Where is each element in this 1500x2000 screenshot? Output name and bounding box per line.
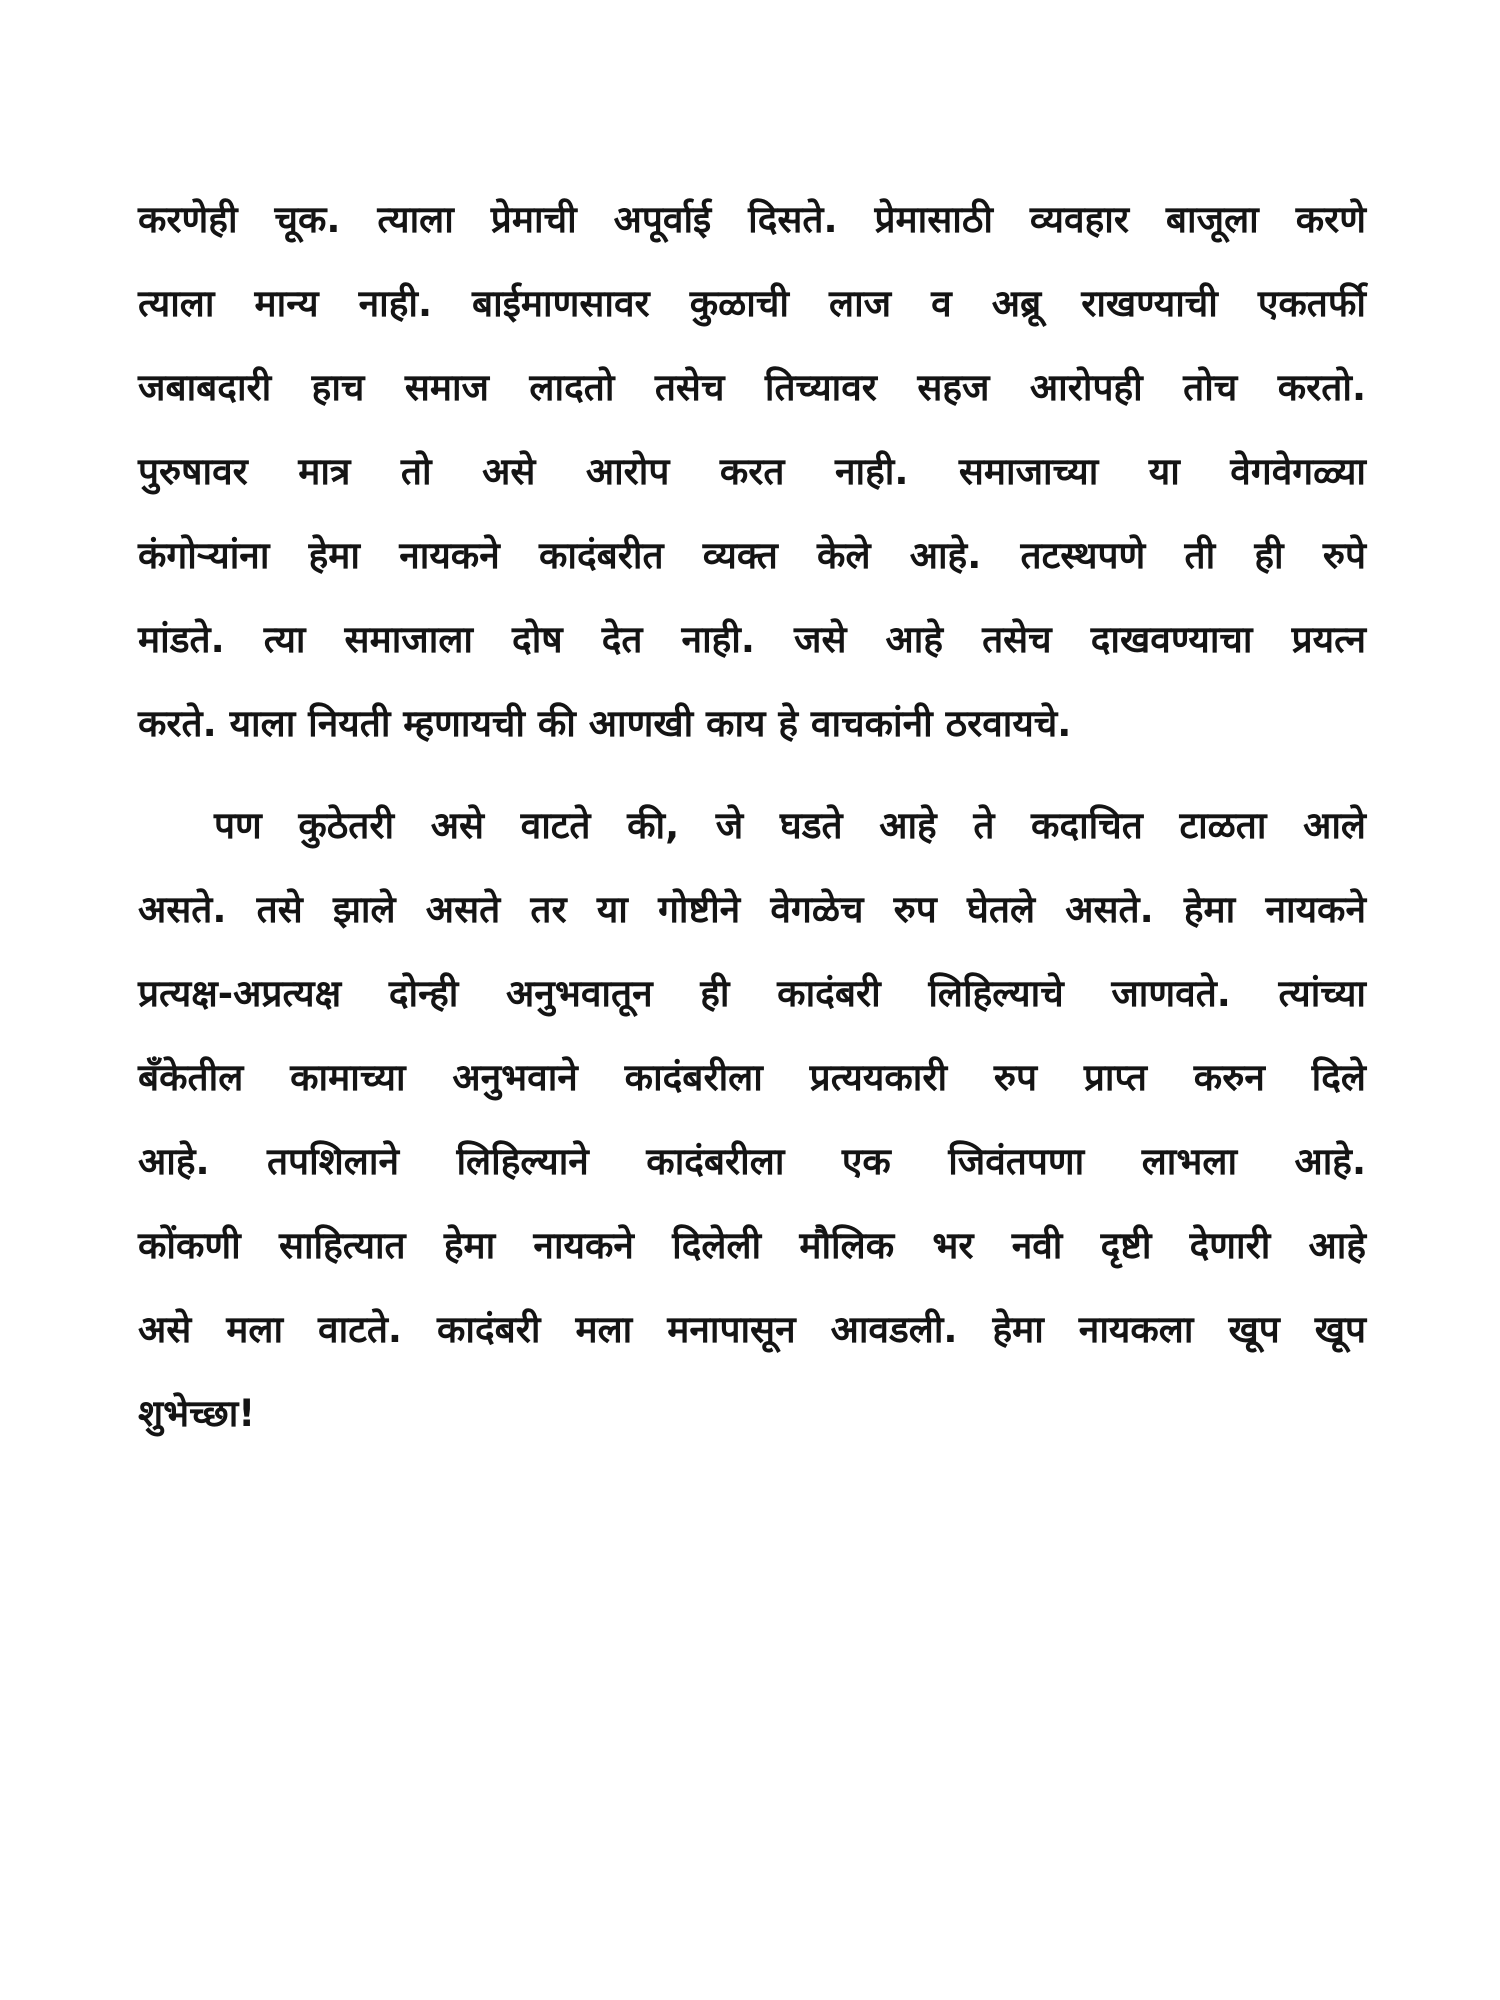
paragraph-line: प्रत्यक्ष-अप्रत्यक्ष दोन्ही अनुभवातून ही कादंबरी लिहिल्याचे जाणवते. त्यांच्या bbox=[138, 972, 1366, 1015]
paragraph-line: जबाबदारी हाच समाज लादतो तसेच तिच्यावर सहज आरोपही तोच करतो. bbox=[138, 366, 1366, 409]
paragraph-line: पण कुठेतरी असे वाटते की, जे घडते आहे ते कदाचित टाळता आले bbox=[214, 804, 1366, 847]
paragraph-line: पुरुषावर मात्र तो असे आरोप करत नाही. समाजाच्या या वेगवेगळ्या bbox=[138, 450, 1366, 493]
paragraph-line: बँकेतील कामाच्या अनुभवाने कादंबरीला प्रत्ययकारी रुप प्राप्त करुन दिले bbox=[138, 1056, 1366, 1099]
paragraph-line: कंगोऱ्यांना हेमा नायकने कादंबरीत व्यक्त केले आहे. तटस्थपणे ती ही रुपे bbox=[138, 534, 1366, 577]
paragraph-line: त्याला मान्य नाही. बाईमाणसावर कुळाची लाज व अब्रू राखण्याची एकतर्फी bbox=[138, 282, 1366, 325]
paragraph-line: आहे. तपशिलाने लिहिल्याने कादंबरीला एक जिवंतपणा लाभला आहे. bbox=[138, 1140, 1366, 1183]
paragraph-line: करणेही चूक. त्याला प्रेमाची अपूर्वाई दिसते. प्रेमासाठी व्यवहार बाजूला करणे bbox=[138, 198, 1366, 241]
paragraph-2 bbox=[138, 784, 1366, 1456]
paragraph-spacer bbox=[138, 766, 1366, 784]
paragraph-line: शुभेच्छा! bbox=[138, 1392, 256, 1435]
paragraph-line: मांडते. त्या समाजाला दोष देत नाही. जसे आहे तसेच दाखवण्याचा प्रयत्न bbox=[138, 618, 1366, 661]
paragraph-1 bbox=[138, 178, 1366, 766]
paragraph-line: करते. याला नियती म्हणायची की आणखी काय हे वाचकांनी ठरवायचे. bbox=[138, 702, 1072, 745]
body-text bbox=[138, 178, 1366, 1456]
paragraph-line: कोंकणी साहित्यात हेमा नायकने दिलेली मौलिक भर नवी दृष्टी देणारी आहे bbox=[138, 1224, 1366, 1267]
paragraph-line: असे मला वाटते. कादंबरी मला मनापासून आवडली. हेमा नायकला खूप खूप bbox=[138, 1308, 1366, 1351]
paragraph-line: असते. तसे झाले असते तर या गोष्टीने वेगळेच रुप घेतले असते. हेमा नायकने bbox=[138, 888, 1366, 931]
